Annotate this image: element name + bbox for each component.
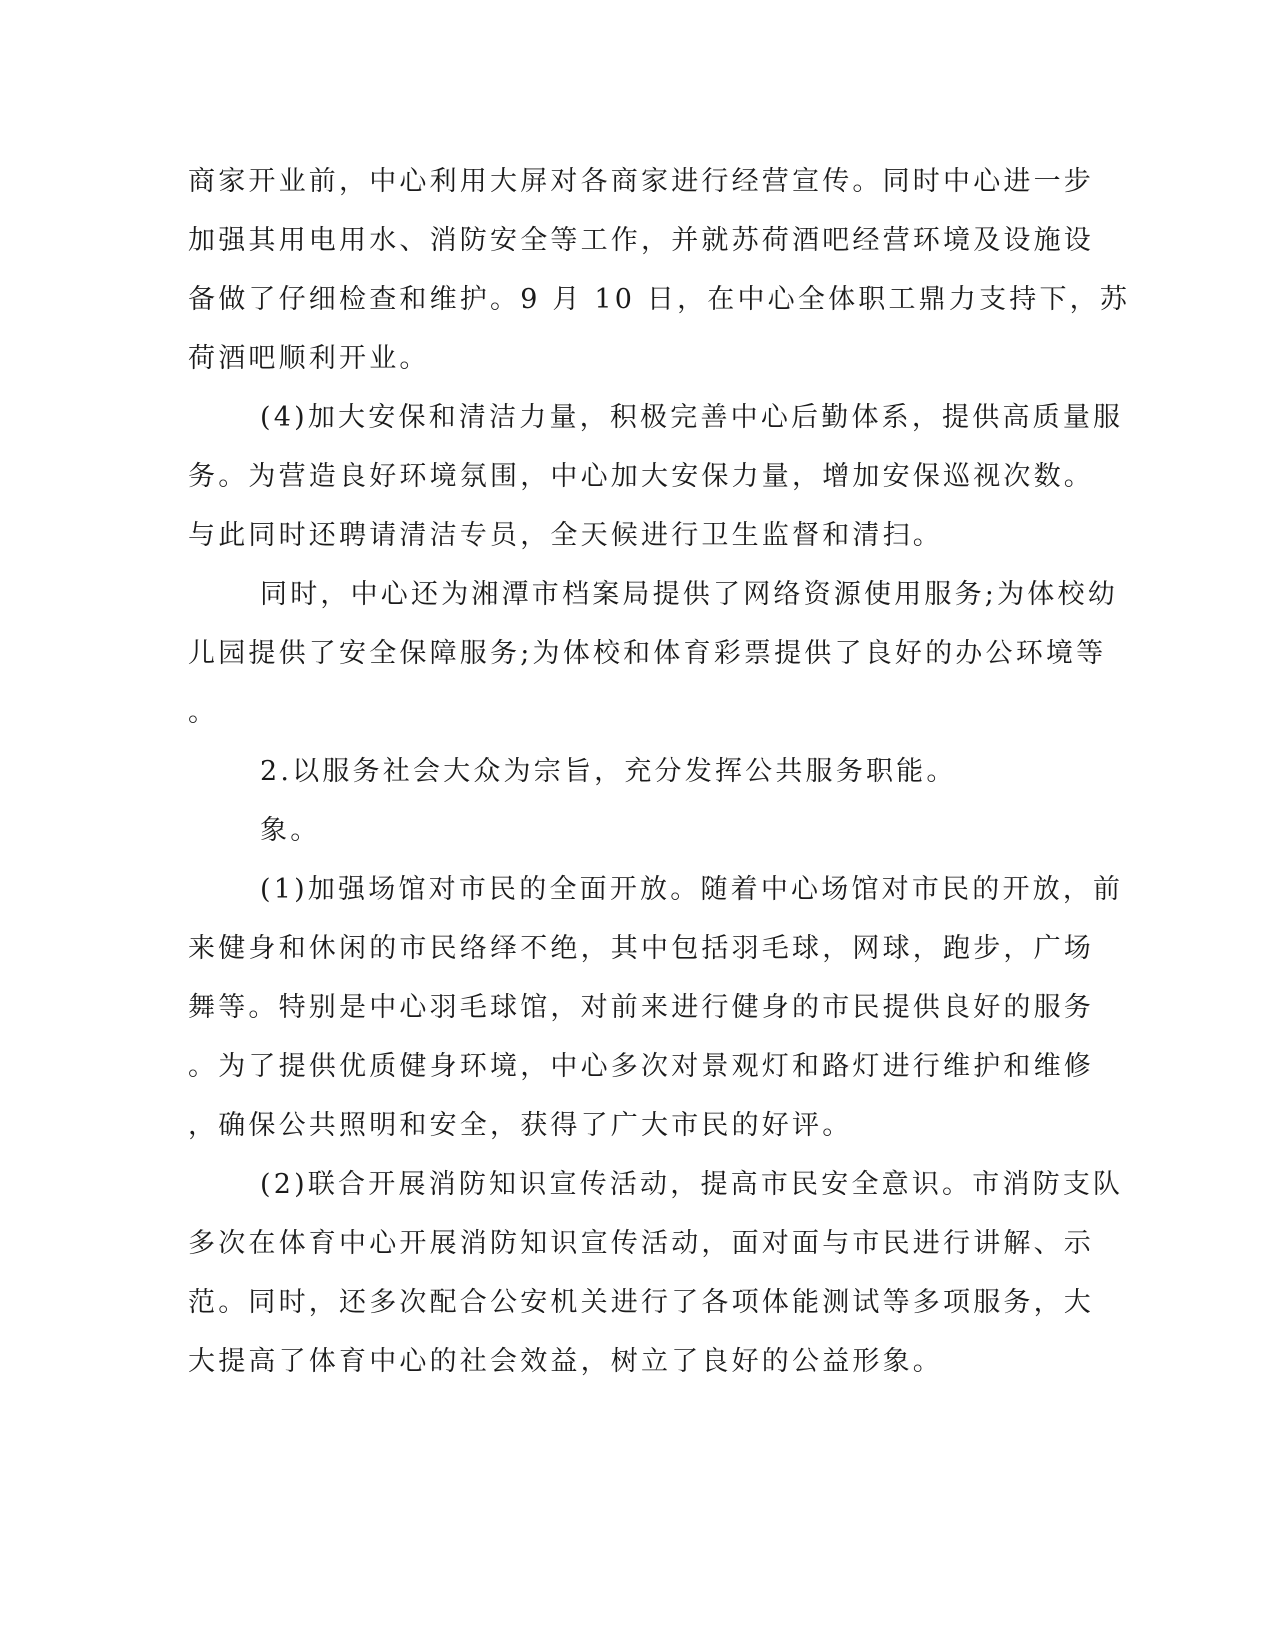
paragraph-line: 大提高了体育中心的社会效益，树立了良好的公益形象。	[188, 1346, 943, 1377]
paragraph-line: 加强其用电用水、消防安全等工作，并就苏荷酒吧经营环境及设施设	[188, 225, 1094, 256]
paragraph-line: 务。为营造良好环境氛围，中心加大安保力量，增加安保巡视次数。	[188, 461, 1094, 492]
paragraph-line: 备做了仔细检查和维护。9 月 10 日，在中心全体职工鼎力支持下，苏	[188, 284, 1131, 315]
paragraph-line: 舞等。特别是中心羽毛球馆，对前来进行健身的市民提供良好的服务	[188, 992, 1094, 1023]
paragraph-line: 来健身和休闲的市民络绎不绝，其中包括羽毛球，网球，跑步，广场	[188, 933, 1094, 964]
section-heading: 2.以服务社会大众为宗旨，充分发挥公共服务职能。	[260, 756, 957, 787]
paragraph-line: 儿园提供了安全保障服务;为体校和体育彩票提供了良好的办公环境等	[188, 638, 1107, 669]
paragraph-line: 。	[188, 697, 219, 728]
paragraph-line: (4)加大安保和清洁力量，积极完善中心后勤体系，提供高质量服	[260, 402, 1124, 433]
paragraph-line: 与此同时还聘请清洁专员，全天候进行卫生监督和清扫。	[188, 520, 943, 551]
paragraph-line: 象。	[260, 815, 321, 846]
paragraph-line: 荷酒吧顺利开业。	[188, 343, 430, 374]
paragraph-line: 。为了提供优质健身环境，中心多次对景观灯和路灯进行维护和维修	[188, 1051, 1094, 1082]
paragraph-line: (1)加强场馆对市民的全面开放。随着中心场馆对市民的开放，前	[260, 874, 1124, 905]
paragraph-line: 多次在体育中心开展消防知识宣传活动，面对面与市民进行讲解、示	[188, 1228, 1094, 1259]
paragraph-line: ，确保公共照明和安全，获得了广大市民的好评。	[188, 1110, 853, 1141]
paragraph-line: 范。同时，还多次配合公安机关进行了各项体能测试等多项服务，大	[188, 1287, 1094, 1318]
paragraph-line: 商家开业前，中心利用大屏对各商家进行经营宣传。同时中心进一步	[188, 166, 1094, 197]
paragraph-line: (2)联合开展消防知识宣传活动，提高市民安全意识。市消防支队	[260, 1169, 1124, 1200]
paragraph-line: 同时，中心还为湘潭市档案局提供了网络资源使用服务;为体校幼	[260, 579, 1118, 610]
